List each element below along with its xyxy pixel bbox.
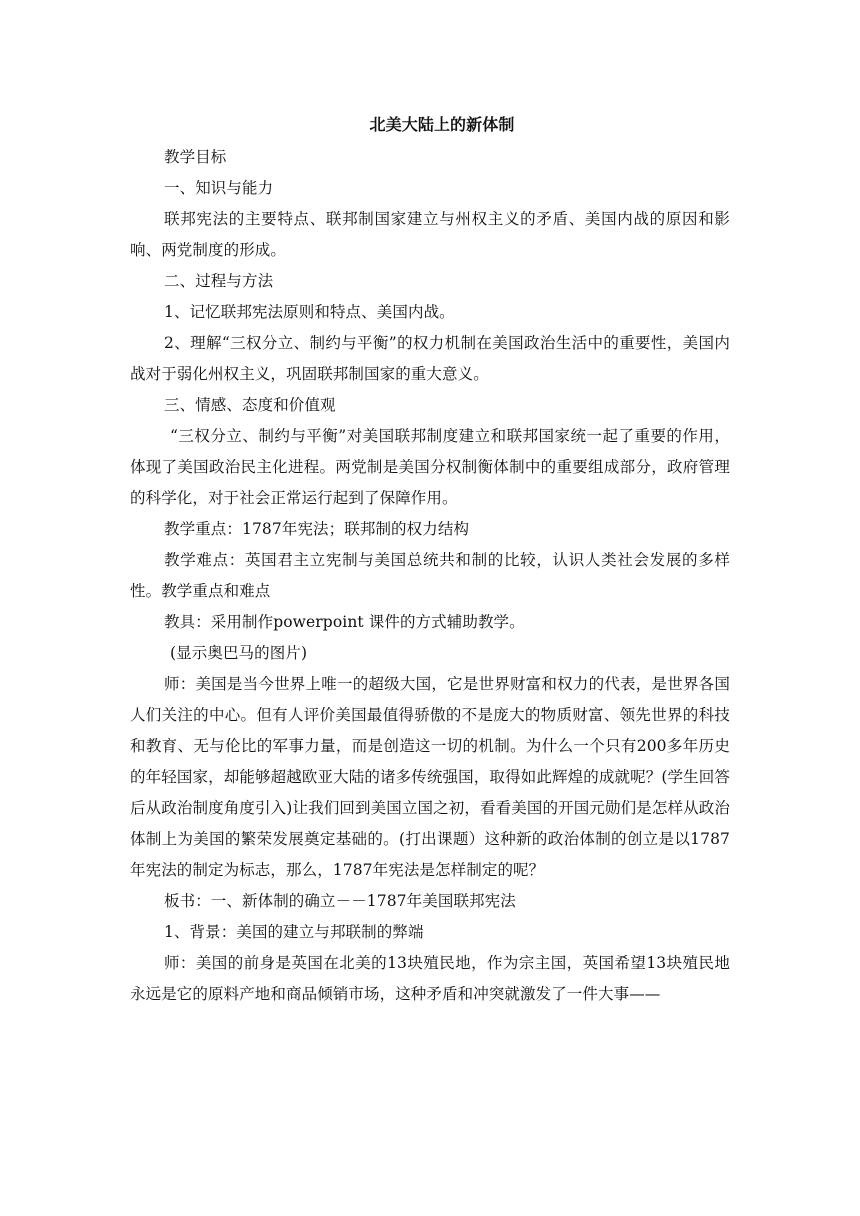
paragraph-values-detail: “三权分立、制约与平衡”对美国联邦制度建立和联邦国家统一起了重要的作用，体现了美国政治民主化进程。两党制是美国分权制衡体制中的重要组成部分，政府管理的科学化，对于社会正常运行起到了保障作用。: [130, 427, 730, 507]
paragraph-difficulty: 教学难点：英国君主立宪制与美国总统共和制的比较，认识人类社会发展的多样性。教学重点和难点: [130, 551, 730, 600]
paragraph-key-point: 教学重点：1787年宪法；联邦制的权力结构: [164, 520, 470, 538]
document-body: [130, 108, 730, 1010]
document-title: 北美大陆上的新体制: [369, 115, 515, 134]
paragraph-teacher-intro: 师：美国是当今世界上唯一的超级大国，它是世界财富和权力的代表，是世界各国人们关注的中心。但有人评价美国最值得骄傲的不是庞大的物质财富、领先世界的科技和教育、无与伦比的军事力量，而是创造这一切的机制。为什么一个只有200多年历史的年轻国家，却能够超越欧亚大陆的诸多传统强国，取得如此辉煌的成就呢？(学生回答后从政治制度角度引入)让我们回到美国立国之初，看看美国的开国元勋们是怎样从政治体制上为美国的繁荣发展奠定基础的。(打出课题）这种新的政治体制的创立是以1787年宪法的制定为标志，那么，1787年宪法是怎样制定的呢？: [130, 675, 730, 879]
paragraph-method-1: 1、记忆联邦宪法原则和特点、美国内战。: [164, 303, 455, 321]
paragraph-values-heading: 三、情感、态度和价值观: [164, 396, 336, 414]
paragraph-method-2: 2、理解“三权分立、制约与平衡”的权力机制在美国政治生活中的重要性，美国内战对于弱化州权主义，巩固联邦制国家的重大意义。: [130, 334, 730, 383]
paragraph-background: 1、背景：美国的建立与邦联制的弊端: [164, 923, 424, 941]
paragraph-process-method: 二、过程与方法: [164, 272, 274, 290]
paragraph-teaching-goals: 教学目标: [164, 148, 227, 166]
paragraph-teacher-background: 师：美国的前身是英国在北美的13块殖民地，作为宗主国，英国希望13块殖民地永远是它的原料产地和商品倾销市场，这种矛盾和冲突就激发了一件大事——: [130, 954, 730, 1003]
paragraph-knowledge-ability: 一、知识与能力: [164, 179, 274, 197]
paragraph-teaching-aids: 教具：采用制作powerpoint 课件的方式辅助教学。: [164, 613, 525, 631]
paragraph-knowledge-detail: 联邦宪法的主要特点、联邦制国家建立与州权主义的矛盾、美国内战的原因和影响、两党制度的形成。: [130, 210, 730, 259]
paragraph-show-image: (显示奥巴马的图片): [170, 644, 308, 662]
paragraph-board-heading: 板书：一、新体制的确立－－1787年美国联邦宪法: [164, 892, 516, 910]
